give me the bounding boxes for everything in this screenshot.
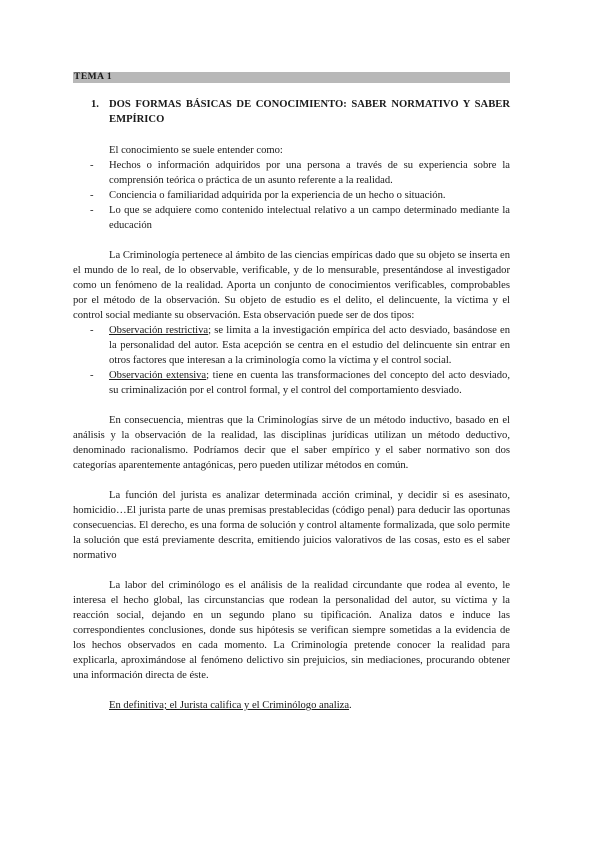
conclusion — [73, 698, 510, 713]
paragraph: La función del jurista es analizar determinada acción criminal, y decidir si es asesinato, homicidio…El jurista parte de unas premisas prestablecidas (código penal) para deducir las oportunas consecuencias. El derecho, es una forma de solución y control altamente formalizada, que solo permite la solución que está previamente descrita, emitiendo juicios valorativos de las cosas, esto es el saber normativo — [73, 490, 510, 561]
tema-title: TEMA 1 — [73, 72, 510, 83]
observation-text: ; se limita a la investigación empírica del acto desviado, basándose en la personalidad del autor. Esta acepción se centra en el estudio del delincuente sin entrar en otros factores que interesan a la criminología como la víctima y el control social. — [109, 325, 511, 366]
list-item: - Hechos o información adquiridos por una persona a través de su experiencia sobre la comprensión teórica o práctica de un asunto referente a la realidad. — [73, 158, 510, 188]
conclusion-text: En definitiva; el Jurista califica y el Criminólogo analiza — [109, 700, 350, 711]
document-page — [73, 72, 510, 713]
conclusion-end: . — [349, 700, 352, 711]
observation-list — [73, 323, 510, 398]
intro-text: El conocimiento se suele entender como: — [109, 145, 283, 156]
list-item — [73, 323, 510, 368]
paragraph: La labor del criminólogo es el análisis de la realidad circundante que rodea al evento, le interesa el hecho global, las circunstancias que rodean la personalidad del autor, su víctima y la reacción social, dejando en un segundo plano su tipificación. Analiza datos e induce las correspondientes conclusiones, donde sus hipótesis se verifican siempre sometidas a la evidencia de los hechos observados en cada momento. La Criminología pretende conocer la realidad para explicarla, aproximándose al fenómeno delictivo sin prejuicios, sin mediaciones, procurando obtener una información directa de éste. — [73, 580, 510, 681]
list-item: - Lo que se adquiere como contenido intelectual relativo a un campo determinado mediante la educación — [73, 203, 510, 233]
observation-term: Observación extensiva — [109, 370, 207, 381]
list-item — [73, 368, 510, 398]
observation-term: Observación restrictiva — [109, 325, 209, 336]
definition-list — [73, 158, 510, 233]
section-number: 1. — [91, 99, 99, 110]
section-heading — [91, 97, 510, 127]
observation-text: ; tiene en cuenta las transformaciones del concepto del acto desviado, su criminalización por el control formal, y el control del comportamiento desviado. — [109, 370, 510, 396]
section-heading-text: DOS FORMAS BÁSICAS DE CONOCIMIENTO: SABER NORMATIVO Y SABER EMPÍRICO — [109, 99, 510, 125]
paragraph: La Criminología pertenece al ámbito de las ciencias empíricas dado que su objeto se inserta en el mundo de lo real, de lo observable, verificable, y de lo mensurable, presentándose al investigador como un fenómeno de la realidad. Aporta un conjunto de conocimientos verificables, comprobables por el método de la observación. Su objeto de estudio es el delito, el delincuente, la víctima y el control social mediante su observación. Esta observación puede ser de dos tipos: — [73, 250, 510, 321]
list-item: - Conciencia o familiaridad adquirida por la experiencia de un hecho o situación. — [73, 188, 510, 203]
paragraph: En consecuencia, mientras que la Criminologías sirve de un método inductivo, basado en el análisis y la observación de la realidad, las disciplinas jurídicas utilizan un método deductivo, denominado racionalismo. Podríamos decir que el saber empírico y el saber normativo son dos categorías aparentemente antagónicas, pero pueden utilizar métodos en común. — [73, 415, 510, 471]
